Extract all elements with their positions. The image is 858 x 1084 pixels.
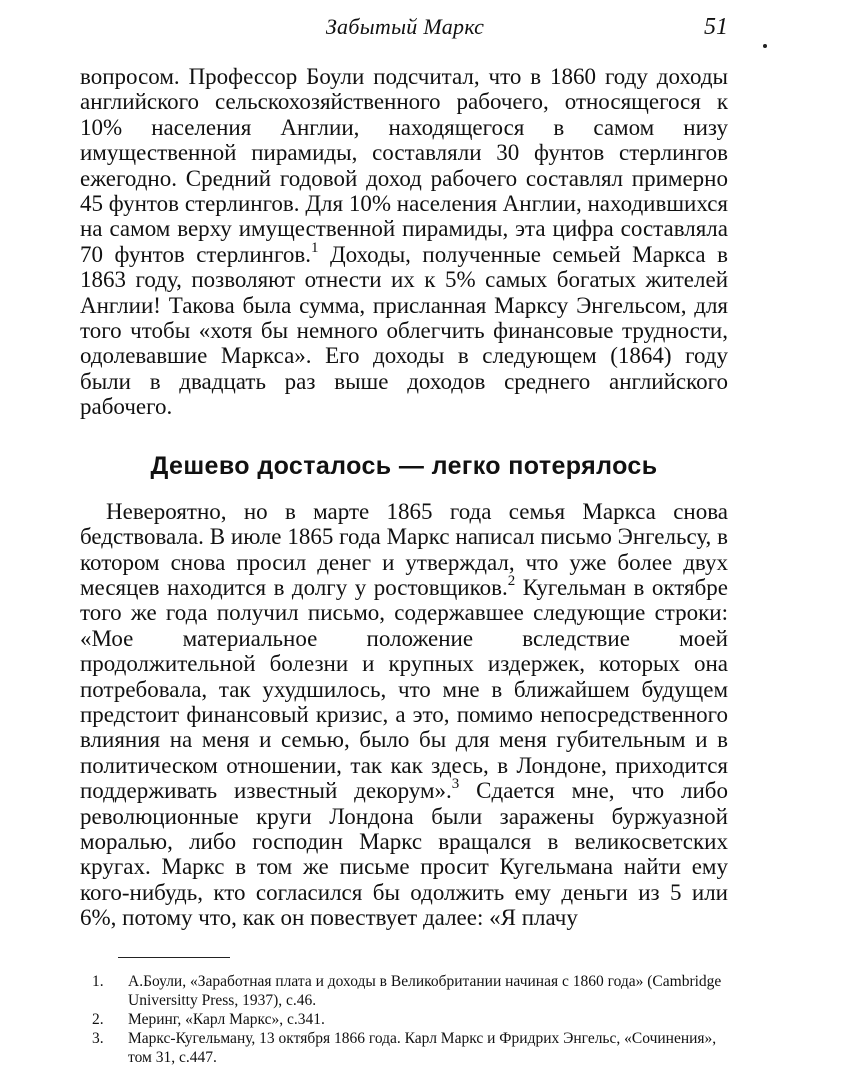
footnote-text: А.Боули, «Заработная плата и доходы в Великобритании начиная с 1860 года» (Cambridge Universitty Press, 1937), с.46.: [128, 973, 722, 1009]
paragraph-1-continuation: Доходы, полученные семьей Маркса в 1863 году, позволяют отнести их к 5% самых богатых жителей Англии! Такова была сумма, присланная Марксу Энгельсом, для того чтобы «хотя бы немного облегчить финансовые трудности, одолевавшие Маркса». Его доходы в следующем (1864) году были в двадцать раз выше доходов среднего английского рабочего.: [80, 241, 728, 420]
paragraph-2-continuation-a: Кугельман в октябре того же года получил письмо, содержавшее следующие строки: «Мое материальное положение вследствие моей продолжительной болезни и крупных издержек, которых она потребовала, так ухудшилось, что мне в ближайшем будущем предстоит финансовый кризис, а это, помимо непосредственного влияния на меня и семью, было бы для меня губительным и в политическом отношении, так как здесь, в Лондоне, приходится поддерживать известный декорум».: [80, 574, 728, 804]
footnote-3: [88, 1029, 728, 1067]
footnote-ref-1: 1: [310, 239, 319, 256]
paragraph-2-continuation-b: Сдается мне, что либо революционные круги Лондона были заражены буржуазной моралью, либо господин Маркс вращался в великосветских кругах. Маркс в том же письме просит Кугельмана найти ему кого-нибудь, кто согласился бы одолжить ему деньги из 5 или 6%, потому что, как он повествует далее: «Я плачу: [80, 778, 728, 931]
footnote-number: 2.: [92, 1011, 104, 1028]
footnote-ref-3: 3: [451, 776, 460, 793]
footnote-text: Маркс-Кугельману, 13 октября 1866 года. Карл Маркс и Фридрих Энгельс, «Сочинения», том 31, с.447.: [128, 1030, 717, 1066]
paragraph-1: [80, 64, 728, 420]
footnotes: [88, 972, 728, 1067]
footnote-number: 1.: [92, 973, 104, 990]
footnote-2: [88, 1010, 728, 1029]
running-head: [80, 14, 730, 48]
paragraph-2-text: Невероятно, но в марте 1865 года семья Маркса снова бедствовала. В июле 1865 года Маркс написал письмо Энгельсу, в котором снова просил денег и утверждал, что уже более двух месяцев находится в долгу у ростовщиков.: [80, 498, 728, 600]
footnote-divider: [118, 957, 230, 958]
paragraph-2: [80, 499, 728, 931]
section-heading: Дешево досталось — легко потерялось: [150, 451, 658, 480]
print-speck: [763, 44, 767, 48]
footnote-1: [88, 972, 728, 1010]
paragraph-1-text: вопросом. Профессор Боули подсчитал, что в 1860 году доходы английского сельскохозяйственного рабочего, относящегося к 10% населения Англии, находящегося в самом низу имущественной пирамиды, составляли 30 фунтов стерлингов ежегодно. Средний годовой доход рабочего составлял примерно 45 фунтов стерлингов. Для 10% населения Англии, находившихся на самом верху имущественной пирамиды, эта цифра составляла 70 фунтов стерлингов.: [80, 64, 728, 267]
footnote-number: 3.: [92, 1030, 104, 1047]
page-number: 51: [704, 14, 728, 40]
footnote-ref-2: 2: [507, 572, 516, 589]
main-text: [80, 64, 728, 931]
footnote-text: Меринг, «Карл Маркс», с.341.: [128, 1011, 325, 1028]
running-title: Забытый Маркс: [325, 14, 485, 39]
